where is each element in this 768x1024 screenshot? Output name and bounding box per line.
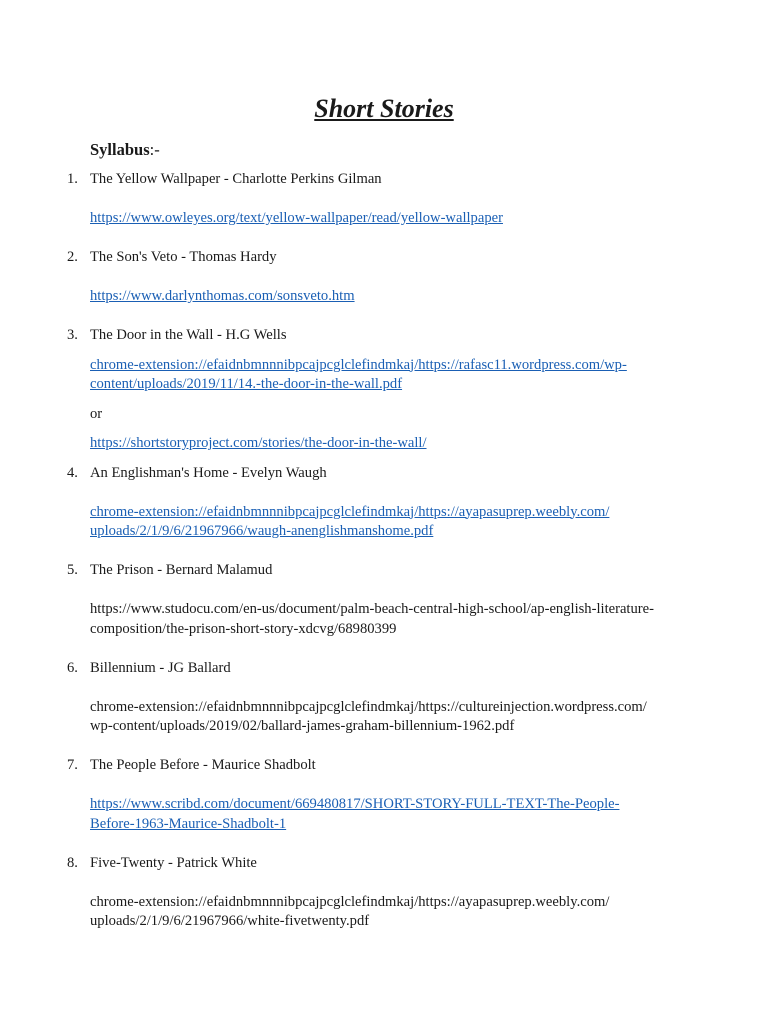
list-item [0,659,768,757]
story-link[interactable]: https://www.darlynthomas.com/sonsveto.htm [90,288,355,304]
story-title: Five-Twenty - Patrick White [90,854,257,871]
story-title: The People Before - Maurice Shadbolt [90,757,316,773]
link-line: https://www.scribd.com/document/669480817/SHORT-STORY-FULL-TEXT-The-People- [90,796,620,812]
story-link[interactable]: https://www.owleyes.org/text/yellow-wallpaper/read/yellow-wallpaper [90,210,503,226]
item-number: 3. [67,327,78,343]
list-item [0,170,768,248]
syllabus-label: Syllabus [90,140,150,159]
story-title: The Yellow Wallpaper - Charlotte Perkins Gilman [90,171,382,187]
list-item [0,248,768,326]
page-title: Short Stories [314,94,454,123]
syllabus-suffix: :- [149,140,160,159]
story-title: The Son's Veto - Thomas Hardy [90,249,277,265]
item-number: 4. [67,464,78,481]
link-line: chrome-extension://efaidnbmnnnibpcajpcglclefindmkaj/https://rafasc11.wordpress.com/wp- [90,356,627,373]
story-url-text [90,600,688,639]
story-title: The Prison - Bernard Malamud [90,562,273,578]
list-item [0,464,768,562]
story-url-text [90,893,688,932]
story-link-alt[interactable]: https://shortstoryproject.com/stories/the-door-in-the-wall/ [90,435,427,451]
link-line: chrome-extension://efaidnbmnnnibpcajpcglclefindmkaj/https://ayapasuprep.weebly.com/ [90,503,610,520]
story-title: An Englishman's Home - Evelyn Waugh [90,464,327,481]
url-line: composition/the-prison-short-story-xdcvg/68980399 [90,620,397,637]
link-line: uploads/2/1/9/6/21967966/waugh-anenglishmanshome.pdf [90,523,434,539]
url-line: chrome-extension://efaidnbmnnnibpcajpcglclefindmkaj/https://ayapasuprep.weebly.com/ [90,893,610,910]
story-list [0,170,768,932]
list-item [0,756,768,854]
url-line: chrome-extension://efaidnbmnnnibpcajpcglclefindmkaj/https://cultureinjection.wordpress.com/ [90,698,647,715]
item-number: 5. [67,562,78,578]
item-number: 1. [67,171,78,187]
story-link[interactable] [90,503,688,542]
list-item [0,561,768,659]
link-line: Before-1963-Maurice-Shadbolt-1 [90,815,287,832]
list-item [0,326,768,464]
story-title: The Door in the Wall - H.G Wells [90,327,287,343]
story-link[interactable] [90,795,688,834]
item-number: 7. [67,757,78,773]
syllabus-heading [90,139,160,161]
or-text: or [90,405,103,422]
url-line: uploads/2/1/9/6/21967966/white-fivetwenty.pdf [90,913,370,929]
item-number: 6. [67,659,78,676]
story-title: Billennium - JG Ballard [90,659,231,676]
list-item [0,854,768,932]
item-number: 8. [67,854,78,871]
link-line: content/uploads/2019/11/14.-the-door-in-the-wall.pdf [90,376,403,392]
story-url-text [90,698,688,737]
item-number: 2. [67,249,78,265]
story-link[interactable] [90,356,688,395]
url-line: https://www.studocu.com/en-us/document/palm-beach-central-high-school/ap-english-literature- [90,601,654,617]
url-line: wp-content/uploads/2019/02/ballard-james-graham-billennium-1962.pdf [90,718,515,734]
